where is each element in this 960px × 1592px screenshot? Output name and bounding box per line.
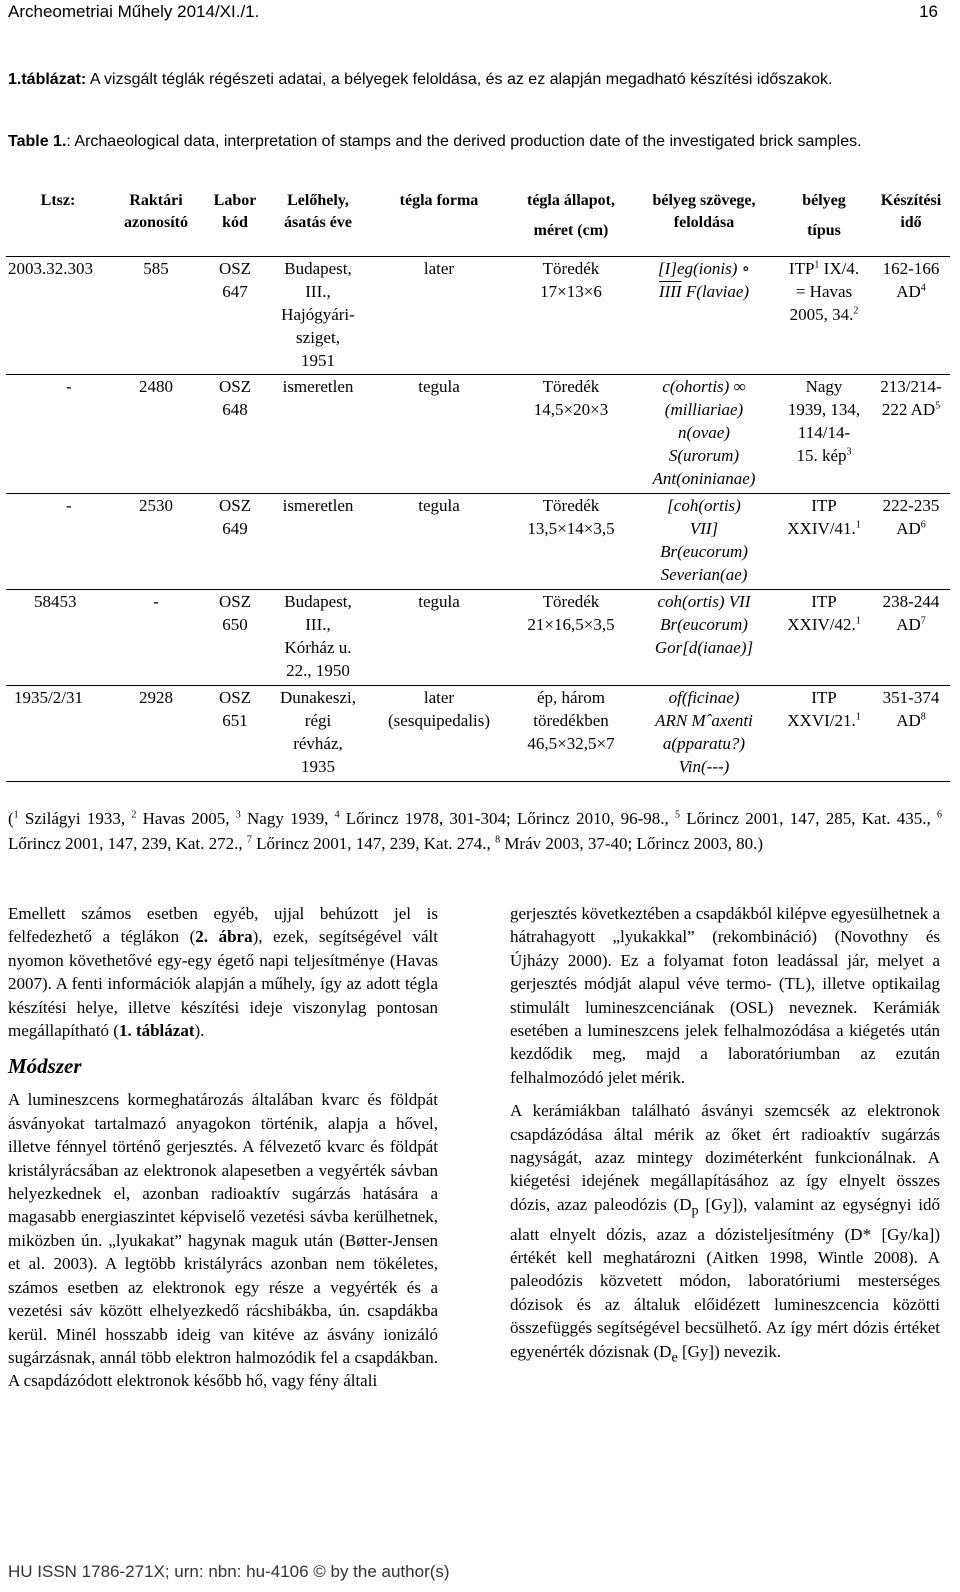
left-column <box>8 902 438 1403</box>
table-footnotes: ($^1$ Szilágyi 1933, $^2$ Havas 2005, $^3$ Nagy 1939, $^4$ Lőrincz 1978, 301-304; Lőrincz 2010, 96-98., $^5$ Lőrincz 2001, 147, 285, Kat. 435., $^6$ Lőrincz 2001, 147, 239, Kat. 272., $^7$ Lőrincz 2001, 147, 239, Kat. 274., $^8$ Mráv 2003, 37-40; Lőrincz 2003, 80.) <box>8 809 943 853</box>
header-labor: Labor kód <box>213 192 257 231</box>
caption-text-en: : Archaeological data, interpretation of stamps and the derived production date of the investigated brick samples. <box>66 133 862 150</box>
paragraph: gerjesztés következtében a csapdákból kilépve egyesülhetnek a hátrahagyott „lyukakkal” (rekombináció) (Novothny és Újházy 2000). Ez a folyamat foton leadással jár, melyet a gerjesztés módját alapul véve termo- (TL), illetve optikailag stimulált lumineszcenciának (OSL) neveznek. Kerámiák esetében a lumineszcens jelek felhalmozódása a kiégetés után kezdődik meg, majd a laboratóriumban az ezután felhalmozódó jelet mérik. <box>510 904 940 1087</box>
table-row <box>6 256 950 374</box>
header-szoveg: bélyeg szövege, feloldása <box>652 192 756 231</box>
page-number: 16 <box>919 2 938 21</box>
cell-raktari: - <box>153 591 159 611</box>
cell-allapot: Töredék 21×16,5×3,5 <box>527 591 615 634</box>
journal-title: Archeometriai Műhely 2014/XI./1. <box>8 2 260 21</box>
header-forma: tégla forma <box>399 192 479 209</box>
running-header <box>8 2 938 24</box>
cell-raktari: 2480 <box>139 376 173 396</box>
table-row <box>6 685 950 781</box>
caption-label-en: Table 1. <box>8 133 67 150</box>
cell-allapot: Töredék 13,5×14×3,5 <box>527 495 615 538</box>
cell-ido: 162-166 $AD^4$ <box>882 258 940 301</box>
caption-label-hu: 1.táblázat: <box>8 71 87 88</box>
cell-ltsz: 2003.32.303 <box>8 258 93 278</box>
header-lelohely: Lelőhely, ásatás éve <box>284 192 352 231</box>
cell-tipus: ITP XXIV/42.$^1$ <box>787 591 861 634</box>
caption-text-hu: A vizsgált téglák régészeti adatai, a bélyegek feloldása, és az ez alapján megadható készítési időszakok. <box>86 71 833 88</box>
cell-szoveg: [I]eg(ionis) ∘ IIII F(laviae) <box>658 258 750 301</box>
header-allapot: tégla állapot, méret (cm) <box>527 192 615 239</box>
overlined-numeral: IIII <box>658 281 682 301</box>
cell-szoveg: c(ohortis) ∞ (milliariae) n(ovae) S(urorum) Ant(oninianae) <box>652 376 756 488</box>
cell-labor: OSZ 648 <box>218 376 252 419</box>
cell-ltsz: - <box>66 376 72 396</box>
table-reference: 1. táblázat <box>118 1021 195 1041</box>
table-caption-en <box>8 130 938 153</box>
cell-raktari: 585 <box>143 258 169 278</box>
cell-ido: 238-244 $AD^7$ <box>882 591 940 634</box>
cell-ltsz: - <box>66 495 72 515</box>
cell-forma: tegula <box>418 591 460 611</box>
cell-allapot: ép, három töredékben 46,5×32,5×7 <box>527 687 615 753</box>
cell-lelohely: Dunakeszi, régi révház, 1935 <box>279 687 356 776</box>
cell-forma: later (sesquipedalis) <box>388 687 490 730</box>
table-caption-hu <box>8 68 938 91</box>
cell-tipus: ITP$^1$ IX/4. = Havas 2005, 34.$^2$ <box>788 258 860 324</box>
cell-lelohely: ismeretlen <box>282 376 354 396</box>
cell-labor: OSZ 647 <box>218 258 252 301</box>
cell-labor: OSZ 650 <box>218 591 252 634</box>
table-row <box>6 589 950 685</box>
cell-tipus: ITP XXVI/21.$^1$ <box>787 687 861 730</box>
cell-allapot: Töredék 14,5×20×3 <box>533 376 609 419</box>
header-ido: Készítési idő <box>880 192 942 231</box>
table-row <box>6 374 950 493</box>
cell-szoveg: coh(ortis) VII Br(eucorum) Gor[d(ianae)] <box>654 591 754 657</box>
header-tipus: bélyeg típus <box>802 192 846 239</box>
figure-reference: 2. ábra <box>195 927 253 947</box>
cell-ido: 213/214- 222 $AD^5$ <box>880 376 942 419</box>
cell-szoveg: [coh(ortis) VII] Br(eucorum) Severian(ae) <box>660 495 748 584</box>
cell-labor: OSZ 651 <box>218 687 252 730</box>
cell-forma: tegula <box>418 495 460 515</box>
cell-lelohely: Budapest, III., Kórház u. 22., 1950 <box>284 591 352 680</box>
paragraph: A lumineszcens kormeghatározás általában kvarc és földpát ásványokat tartalmazó anyagokon történik, alapja a hővel, illetve fénnyel történő gerjesztés. A félvezető kvarc és földpát kristályrácsában az elektronok alapesetben a vegyérték sávban helyezkednek el, azonban radioaktív sugárzás hatására a magasabb energiaszintet képviselő vezetési sávba kerülhetnek, miközben ún. „lyukakat” hagynak maguk után (Bøtter-Jensen et al. 2003). A legtöbb kristályrács azonban nem tökéletes, számos esetben az elektronok egy része a vegyérték és a vezetési sáv között elhelyezkedő rácshibákba, ún. csapdákba kerül. Minél hosszabb ideig van kitéve az ásvány ionizáló sugárzásnak, annál több elektron halmozódik fel a csapdákban. A csapdázódott elektronok később hő, vagy fény általi <box>8 1090 438 1391</box>
cell-raktari: 2530 <box>139 495 173 515</box>
cell-forma: tegula <box>418 376 460 396</box>
header-ltsz: Ltsz: <box>40 192 76 209</box>
table-row <box>6 493 950 589</box>
paragraph: A kerámiákban található ásványi szemcsék az elektronok csapdázódása által mérik az őket ért radioaktív sugárzás nagyságát, azaz mintegy doziméterként funkcionálnak. A kiégetési idejének megállapításához az így elnyelt összes dózis, azaz paleodózis ($D_p$ [Gy]), valamint az egységnyi idő alatt elnyelt dózis, azaz a dózisteljesítmény (D* [Gy/ka]) értékét kell meghatározni (Aitken 1998, Wintle 2008). A paleodózis közvetett módon, laboratóriumi mesterséges dózisok és az általuk előidézett lumineszcencia közötti összefüggés segítségével becsülhető. Az így mért dózis értéket egyenérték dózisnak ($D_e$ [Gy]) nevezik. <box>510 1101 940 1366</box>
cell-tipus: ITP XXIV/41.$^1$ <box>787 495 861 538</box>
paragraph: Emellett számos esetben egyéb, ujjal behúzott jel is felfedezhető a téglákon (2. ábra), ezek, segítségével vált nyomon követhetővé egy-egy égető napi teljesítménye (Havas 2007). A fenti információk alapján a műhely, így az adott tégla készítési helye, illetve készítési ideje viszonylag pontosan megállapítható (1. táblázat). <box>8 904 439 1041</box>
table-header-row <box>6 188 950 256</box>
cell-raktari: 2928 <box>139 687 173 707</box>
issn-footer: HU ISSN 1786-271X; urn: nbn: hu-4106 © by the author(s) <box>8 1562 450 1581</box>
right-column <box>510 902 940 1380</box>
cell-forma: later <box>423 258 455 278</box>
cell-lelohely: ismeretlen <box>282 495 354 515</box>
cell-ltsz: 1935/2/31 <box>14 687 83 707</box>
section-heading: Módszer <box>8 1054 82 1079</box>
cell-szoveg: of(ficinae) ARN Mˆaxenti a(pparatu?) Vin(---) <box>655 687 753 776</box>
cell-ltsz: 58453 <box>34 591 77 611</box>
cell-ido: 222-235 $AD^6$ <box>882 495 940 538</box>
cell-tipus: Nagy 1939, 134, 114/14- 15. kép$^3$ <box>787 376 861 465</box>
cell-ido: 351-374 $AD^8$ <box>882 687 940 730</box>
header-raktari: Raktári azonosító <box>124 192 188 231</box>
cell-lelohely: Budapest, III., Hajógyári- sziget, 1951 <box>281 258 355 370</box>
cell-labor: OSZ 649 <box>218 495 252 538</box>
data-table <box>6 188 950 782</box>
cell-allapot: Töredék 17×13×6 <box>540 258 602 301</box>
